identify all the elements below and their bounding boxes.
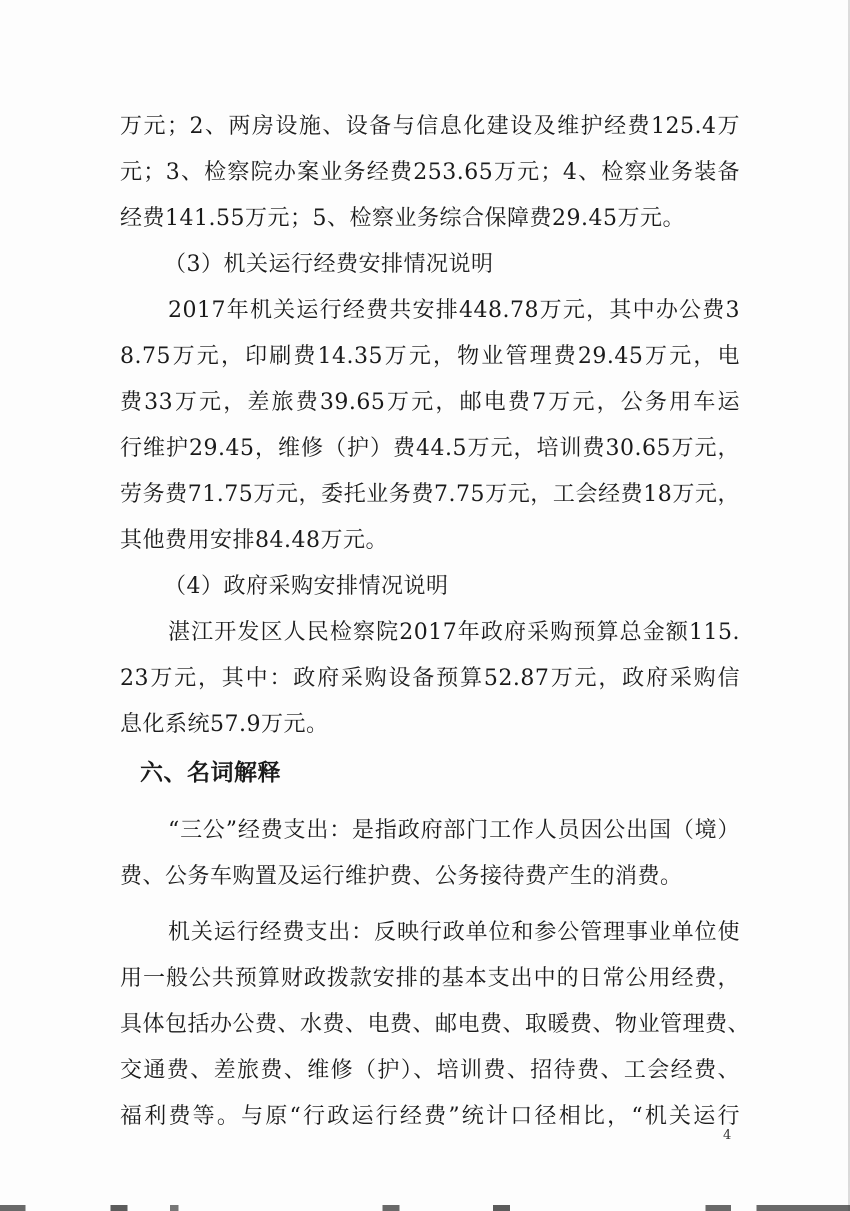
page-body: [120, 104, 751, 1140]
text-line: 福利费等。与原“行政运行经费”统计口径相比，“机关运行: [120, 1104, 740, 1129]
text-line: 万元；2、两房设施、设备与信息化建设及维护经费125.4万: [120, 114, 740, 139]
text-line: 劳务费71.75万元，委托业务费7.75万元，工会经费18万元，: [120, 482, 740, 507]
paragraph-gap: [120, 900, 740, 910]
text-line: 行维护29.45，维修（护）费44.5万元，培训费30.65万元，: [120, 436, 740, 461]
continued-paragraph: [120, 104, 740, 242]
scan-bottom-artifacts: [0, 1205, 850, 1211]
subsection-3-body: [120, 288, 740, 564]
subsection-3-title: （3）机关运行经费安排情况说明: [164, 252, 494, 277]
text-line: 其他费用安排84.48万元。: [120, 528, 388, 553]
text-line: 交通费、差旅费、维修（护）、培训费、招待费、工会经费、: [120, 1058, 740, 1083]
text-line: 2017年机关运行经费共安排448.78万元，其中办公费3: [168, 298, 740, 323]
page-number: 4: [723, 1128, 732, 1143]
text-line: 用一般公共预算财政拨款安排的基本支出中的日常公用经费，: [120, 966, 740, 991]
subsection-4-title: （4）政府采购安排情况说明: [164, 574, 449, 599]
text-line: 23万元，其中：政府采购设备预算52.87万元，政府采购信: [120, 666, 740, 691]
text-line: 费、公务车购置及运行维护费、公务接待费产生的消费。: [120, 864, 683, 889]
subsection-4-body: [120, 610, 740, 748]
text-line: 湛江开发区人民检察院2017年政府采购预算总金额115.: [168, 620, 740, 645]
text-line: 息化系统57.9万元。: [120, 712, 329, 737]
term-definition-operating-expenses: [120, 910, 751, 1140]
text-line: 元；3、检察院办案业务经费253.65万元；4、检察业务装备: [120, 160, 740, 185]
text-line: 费33万元，差旅费39.65万元，邮电费7万元，公务用车运: [120, 390, 740, 415]
text-line: 经费141.55万元；5、检察业务综合保障费29.45万元。: [120, 206, 685, 231]
text-line: “三公”经费支出：是指政府部门工作人员因公出国（境）: [168, 818, 740, 843]
text-line: 具体包括办公费、水费、电费、邮电费、取暖费、物业管理费、: [120, 1012, 751, 1037]
section-6-heading: 六、名词解释: [140, 760, 281, 786]
text-line: 8.75万元，印刷费14.35万元，物业管理费29.45万元，电: [120, 344, 740, 369]
term-definition-sangong: [120, 808, 740, 900]
text-line: 机关运行经费支出：反映行政单位和参公管理事业单位使: [168, 920, 740, 945]
